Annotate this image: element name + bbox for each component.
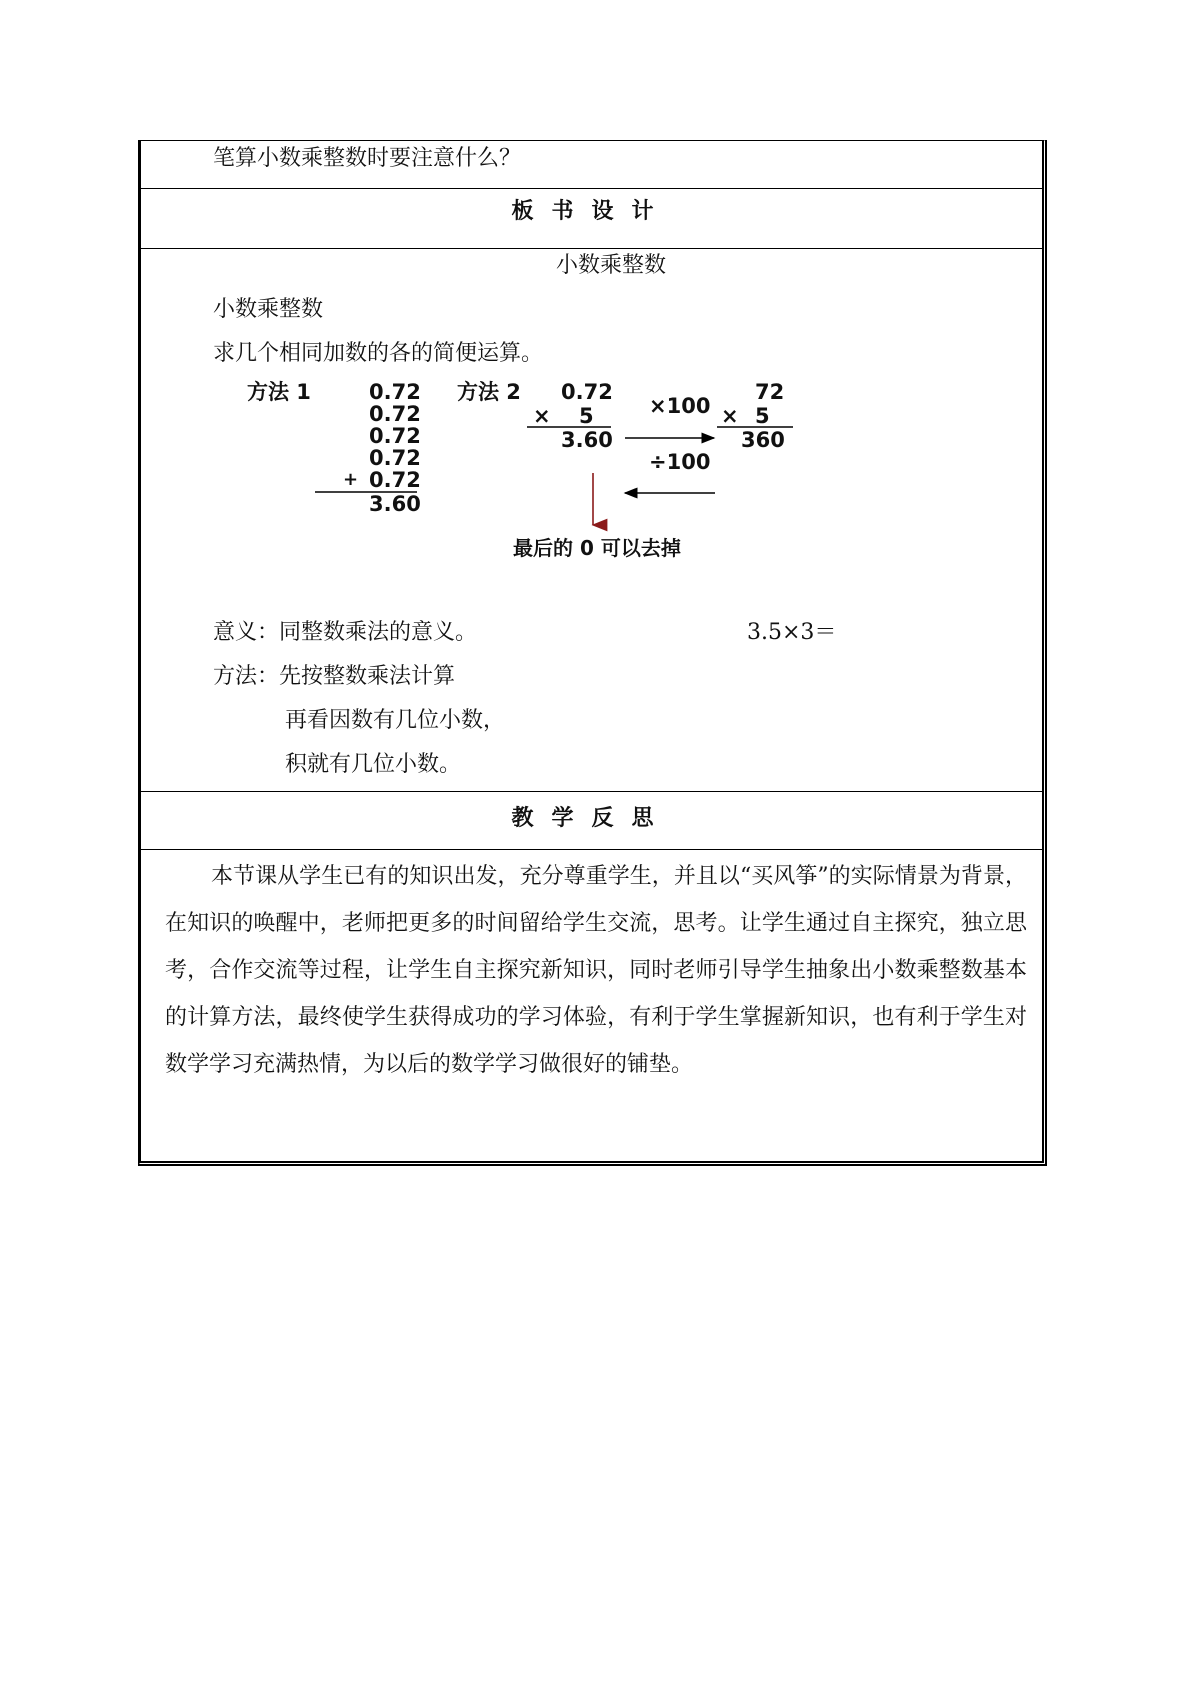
method1-addend: 0.72 [369,446,421,470]
row-divider [141,791,1042,792]
method2-left-result: 3.60 [561,428,613,452]
method1-addend: 0.72 [369,402,421,426]
method1-addend: 0.72 [369,468,421,492]
reflection-heading: 教学反思 [511,806,672,831]
method2-note: 最后的 0 可以去掉 [513,536,681,560]
lesson-table [138,140,1047,1166]
board-title: 小数乘整数 [556,253,667,278]
method2-right-top: 72 [755,380,785,404]
method1-label: 方法 1 [247,380,311,404]
board-topic: 小数乘整数 [213,297,324,322]
example-text: 3.5×3＝ [747,620,837,645]
method2-label: 方法 2 [457,380,521,404]
method1-sum: 3.60 [369,492,421,516]
row-divider [141,849,1042,850]
meaning-text: 意义：同整数乘法的意义。 [213,620,478,645]
method-line: 积就有几位小数。 [285,752,462,777]
method2-right-result: 360 [741,428,785,452]
board-design-heading: 板书设计 [511,199,672,224]
method2-backward-label: ÷100 [649,450,711,474]
reflection-text: 本节课从学生已有的知识出发，充分尊重学生，并且以“买风筝”的实际情景为背景，在知识的唤醒中，老师把更多的时间留给学生交流，思考。让学生通过自主探究，独立思考，合作交流等过程，让学生自主探究新知识，同时老师引导学生抽象出小数乘整数基本的计算方法，最终使学生获得成功的学习体验，有利于学生掌握新知识，也有利于学生对数学学习充满热情，为以后的数学学习做很好的铺垫。 [165,864,1027,1077]
board-intro: 求几个相同加数的各的简便运算。 [213,341,544,366]
question-text: 笔算小数乘整数时要注意什么？ [213,146,522,171]
method2-right-mult: 5 [755,404,770,428]
method1-addend: 0.72 [369,424,421,448]
method2-left-op: × [533,404,551,428]
method1-plus: + [343,469,359,490]
method2-forward-label: ×100 [649,394,711,418]
method-line: 方法：先按整数乘法计算 [213,664,456,689]
method2-right-op: × [721,404,739,428]
method-line: 再看因数有几位小数， [285,708,506,733]
method2-left-mult: 5 [579,404,594,428]
method1-addend: 0.72 [369,380,421,404]
method2-left-top: 0.72 [561,380,613,404]
